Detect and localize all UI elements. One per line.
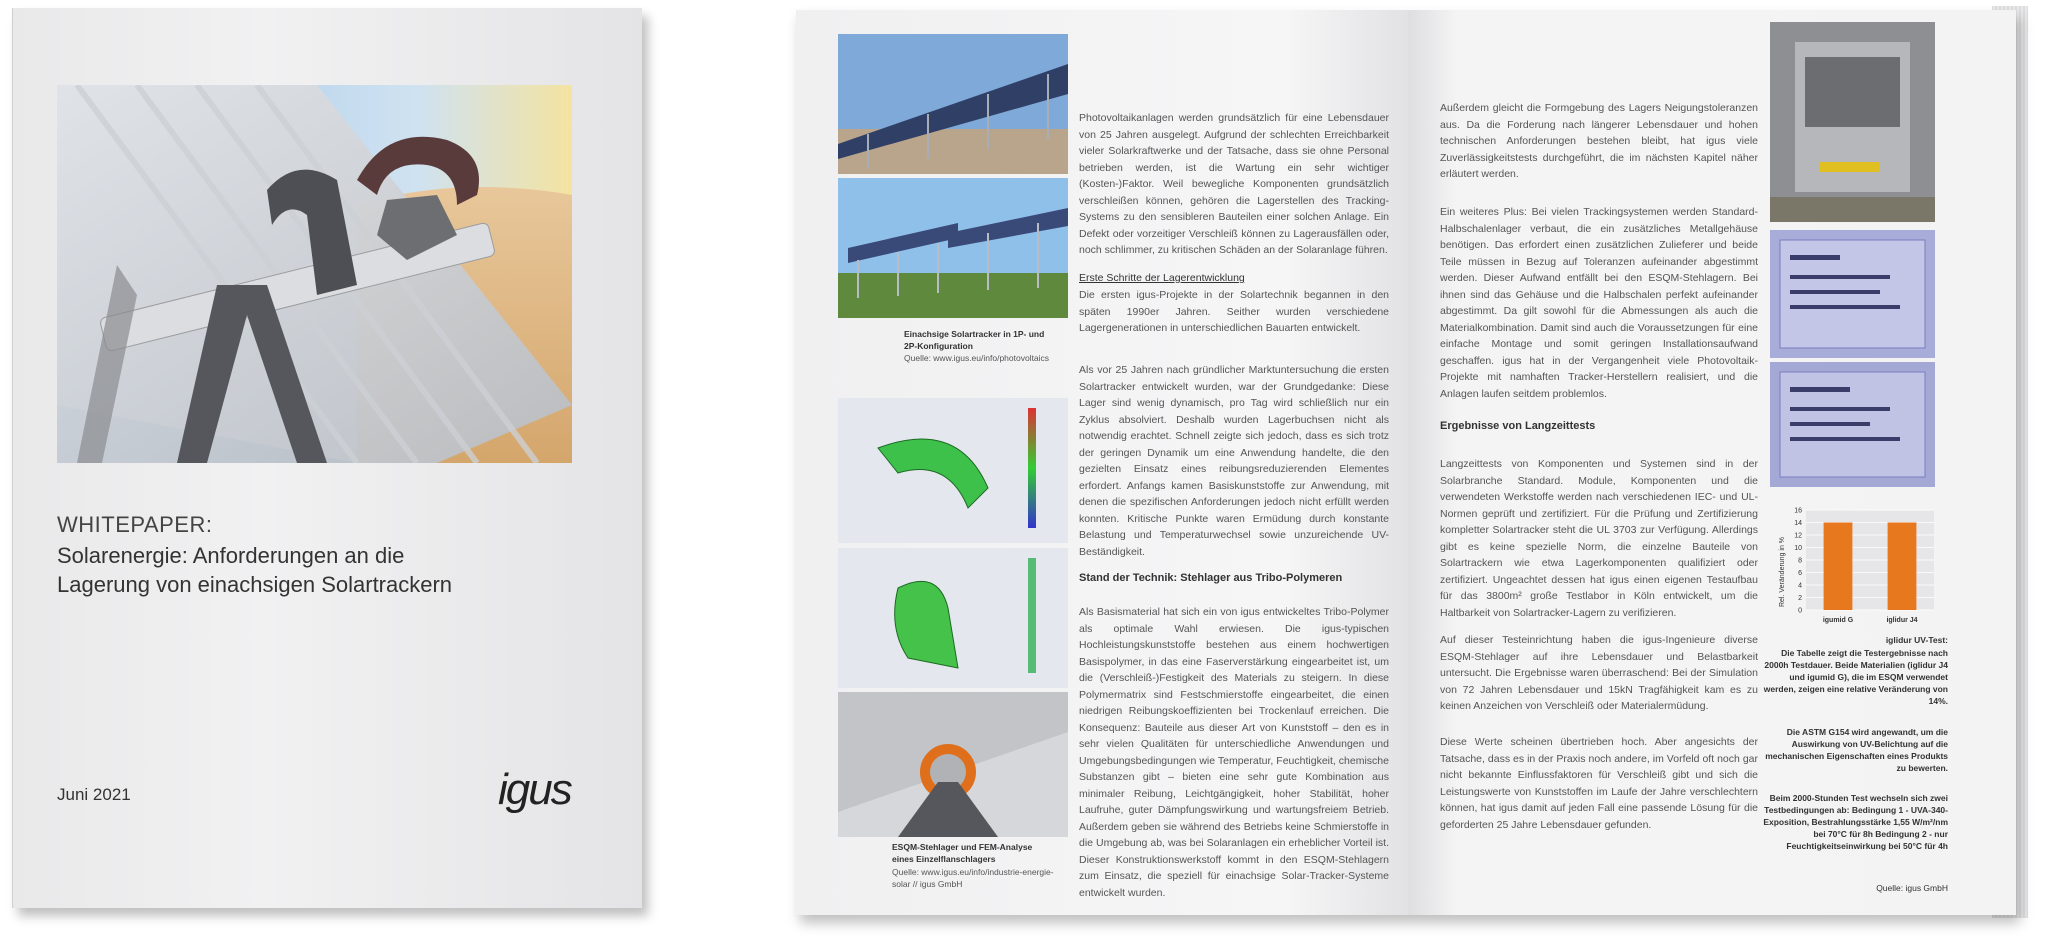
chart-x-labels bbox=[1823, 617, 1918, 624]
uv-test-chart bbox=[1776, 502, 1941, 642]
chart-y-axis-label: Rel. Veränderung in % bbox=[1779, 536, 1786, 608]
fem-analysis-image-1 bbox=[838, 398, 1068, 543]
caption-trackers-line1: Einachsige Solartracker in 1P- und bbox=[904, 329, 1045, 339]
open-brochure-spread bbox=[796, 10, 2016, 915]
chart-x-label: igumid G bbox=[1822, 617, 1854, 624]
chart-y-tick-label: 6 bbox=[1798, 570, 1802, 577]
photo-solar-tracker-1p bbox=[838, 34, 1068, 174]
photo-test-machine bbox=[1770, 22, 1935, 222]
cover-date: Juni 2021 bbox=[57, 785, 131, 804]
caption-trackers-line2: 2P-Konfiguration bbox=[904, 341, 973, 351]
chart-y-tick-label: 14 bbox=[1794, 520, 1802, 527]
cover-title bbox=[57, 541, 557, 599]
chart-y-tick-label: 12 bbox=[1794, 532, 1802, 540]
uv-test-text-2: Die ASTM G154 wird angewandt, um die Auswirkung von UV-Belichtung auf die mechanischen Eigenschaften eines Produkts zu bewerten. bbox=[1765, 727, 1948, 773]
photo-esqm-bearing bbox=[838, 692, 1068, 837]
right-heading-1: Ergebnisse von Langzeittests bbox=[1440, 420, 1596, 432]
caption-esqm-source bbox=[892, 866, 1082, 890]
right-page bbox=[1408, 10, 2016, 915]
uv-test-text-1: Die Tabelle zeigt die Testergebnisse nach 2000h Testdauer. Beide Materialien (iglidur J4 und igumid G), die im ESQM verwendet werden, zeigen eine relative Veränderung von 14%. bbox=[1763, 648, 1948, 706]
uv-test-title: iglidur UV-Test: bbox=[1885, 635, 1948, 645]
fem-analysis-image-2 bbox=[838, 548, 1068, 688]
whitepaper-label: WHITEPAPER: bbox=[57, 512, 213, 537]
uv-test-text-3: Beim 2000-Stunden Test wechseln sich zwei Testbedingungen ab: Bedingung 1 - UVA-340-Exposition, Bestrahlungsstärke 1,55 W/m²/nm bei 70°C für 8h Bedingung 2 - nur Feuchtigkeitseinwirkung bei 50°C für 4h bbox=[1763, 793, 1948, 851]
chart-x-label: iglidur J4 bbox=[1886, 617, 1918, 624]
caption-esqm-source1: Quelle: www.igus.eu/info/industrie-energie- bbox=[892, 867, 1054, 877]
chart-bar-1 bbox=[1824, 523, 1853, 611]
left-heading-2: Stand der Technik: Stehlager aus Tribo-Polymeren bbox=[1079, 572, 1343, 584]
right-paragraph-5: Diese Werte scheinen übertrieben hoch. Aber angesichts der Tatsache, dass es in der Praxis noch andere, im Vorfeld oft noch gar nicht bekannte Einflussfaktoren für Verschleiß gibt und sich die Leistungswerte von Kunststoffen im Laufe der Jahre verschlechtern können, hat igus damit auf jeden Fall eine passende Lösung für die geforderten 25 Jahre Lebensdauer gefunden. bbox=[1440, 736, 1758, 831]
photo-display-readout-1 bbox=[1770, 230, 1935, 358]
caption-esqm-line2: eines Einzelflanschlagers bbox=[892, 854, 996, 864]
chart-y-tick-label: 0 bbox=[1798, 607, 1802, 615]
left-paragraph-2: Die ersten igus-Projekte in der Solartechnik begannen in den späten 1990er Jahren. Seither wurden verschiedene Lagergenerationen in unterschiedlichen Bauarten entwickelt. bbox=[1079, 289, 1389, 334]
photo-solar-tracker-2p bbox=[838, 178, 1068, 318]
left-paragraph-4: Als Basismaterial hat sich ein von igus entwickeltes Tribo-Polymer als optimale Wahl erwiesen. Die igus-typischen Hochleistungskunststoffe bestehen aus einem hochwertigen Basispolymer, in das eine Faserverstärkung eingearbeitet ist, um die (Verschleiß-)Festigkeit des Materials zu steigern. In diese Polymermatrix sind Festschmierstoffe eingearbeitet, die einen niedrigen Reibungskoeffizienten bei Trockenlauf erreichen. Die Konsequenz: Bauteile aus dieser Art von Kunststoff – den es in sehr vielen Qualitäten für unterschiedliche Anwendungen und Umgebungsbedingungen wie Temperatur, Feuchtigkeit, chemische Substanzen gibt – bieten eine sehr gute Kombination aus minimaler Reibung, Leichtgängigkeit, hoher Stabilität, hoher Laufruhe, guter Dämpfungswirkung und wartungsfreiem Betrieb. Außerdem geben sie während des Betriebs keine Schmierstoffe in die Umgebung ab, was bei Solaranlagen ein erheblicher Vorteil ist. Dieser Konstruktionswerkstoff kommt in den ESQM-Stehlagern zum Einsatz, die speziell für einachsige Solar-Tracker-Systeme entwickelt wurden. bbox=[1079, 606, 1389, 899]
left-paragraph-3: Als vor 25 Jahren nach gründlicher Marktuntersuchung die ersten Solartracker entwickelt wurden, war der Grundgedanke: Diese Lager sind wenig dynamisch, pro Tag wird schließlich nur ein Zyklus absolviert. Deshalb wurden Lagerbuchsen nicht als notwendig erachtet. Schnell zeigte sich jedoch, dass es sich trotz der geringen Dynamik um eine Anwendung handelte, die den gezielten Einsatz eines reibungsreduzierenden Elementes erfordert. Anfangs kamen Basiskunststoffe zur Anwendung, mit denen die spezifischen Anforderungen jedoch nicht erfüllt werden konnten. Kritische Punkte waren Ermüdung durch konstante Belastung und Temperaturwechsel sowie unzureichende UV-Beständigkeit. bbox=[1079, 364, 1389, 558]
cover-illustration bbox=[57, 85, 572, 463]
chart-y-ticks bbox=[1794, 508, 1802, 615]
cover-title-line2: Lagerung von einachsigen Solartrackern bbox=[57, 572, 453, 597]
left-page bbox=[796, 10, 1408, 915]
chart-bar-2 bbox=[1888, 523, 1917, 611]
left-paragraph-1: Photovoltaikanlagen werden grundsätzlich für eine Lebensdauer von 25 Jahren ausgelegt. Aufgrund der schlechten Erreichbarkeit vieler Solarkraftwerke und der Tatsache, dass sie ohne Personal betrieben werden, ist die Wartung ein sehr wichtiger (Kosten-)Faktor. Weil bewegliche Komponenten grundsätzlich verschleißen können, gehören die Lagerstellen des Tracking-Systems zu den sensibleren Bauteilen einer solchen Anlage. Ein Defekt oder vorzeitiger Verschleiß können zu Lagerausfällen oder, noch schlimmer, zu kritischen Schäden an der Solaranlage führen. bbox=[1079, 112, 1389, 256]
chart-y-tick-label: 2 bbox=[1798, 595, 1802, 602]
right-paragraph-2: Ein weiteres Plus: Bei vielen Trackingsystemen werden Standard-Halbschalenlager verbaut, die ein zusätzliches Metallgehäuse benötigen. Das erfordert einen zusätzlichen Zulieferer und beide Teile müssen in Bezug auf Toleranzen aufeinander abgestimmt werden. Dieser Aufwand entfällt bei den ESQM-Stehlagern. Bei ihnen sind das Gehäuse und die Halbschalen perfekt aufeinander abgestimmt. Da gilt sowohl für die Abmessungen als auch die Materialkombination. Damit sind auch die Voraussetzungen für eine einfache Montage und somit geringen Installationsaufwand geschaffen. igus hat in der Vergangenheit viele Photovoltaik-Projekte mit namhaften Tracker-Herstellern realisiert, und die Anlagen laufen seitdem problemlos. bbox=[1440, 206, 1758, 400]
right-paragraph-1: Außerdem gleicht die Formgebung des Lagers Neigungstoleranzen aus. Da die Forderung nach längerer Lebensdauer und hohen technischen Anforderungen bestehen bleibt, hat igus viele Zuverlässigkeitstests durchgeführt, die im nächsten Kapitel näher erläutert werden. bbox=[1440, 102, 1758, 180]
cover-title-line1: Solarenergie: Anforderungen an die bbox=[57, 543, 405, 568]
caption-esqm-source2: solar // igus GmbH bbox=[892, 879, 963, 889]
photo-display-readout-2 bbox=[1770, 362, 1935, 487]
uv-test-source: Quelle: igus GmbH bbox=[1876, 883, 1948, 893]
caption-esqm bbox=[892, 841, 1072, 865]
caption-esqm-line1: ESQM-Stehlager und FEM-Analyse bbox=[892, 842, 1033, 852]
left-heading-1: Erste Schritte der Lagerentwicklung bbox=[1079, 272, 1245, 284]
igus-logo: igus bbox=[498, 765, 571, 814]
right-paragraph-4: Auf dieser Testeinrichtung haben die igus-Ingenieure diverse ESQM-Stehlager auf ihre Lebensdauer und Belastbarkeit untersucht. Die Ergebnisse waren überraschend: Bei der Simulation von 72 Jahren Lebensdauer und 15kN Tragfähigkeit kam es zu keinen Anzeichen von Verschleiß oder Materialermüdung. bbox=[1440, 634, 1758, 712]
caption-trackers-source: Quelle: www.igus.eu/info/photovoltaics bbox=[904, 353, 1050, 363]
chart-y-tick-label: 16 bbox=[1794, 507, 1802, 515]
chart-y-tick-label: 4 bbox=[1798, 582, 1802, 590]
chart-y-tick-label: 8 bbox=[1798, 557, 1802, 565]
chart-y-tick-label: 10 bbox=[1794, 545, 1802, 552]
caption-trackers bbox=[904, 328, 1074, 352]
right-paragraph-3: Langzeittests von Komponenten und Systemen sind in der Solarbranche Standard. Module, Komponenten und die verwendeten Werkstoffe werden nach verschiedenen IEC- und UL-Normen geprüft und zertifiziert. Für die Prüfung und Zertifizierung kompletter Solartracker steht die UL 3703 zur Verfügung. Allerdings gibt es keine spezielle Norm, die einzelne Bauteile von Solartrackern wie etwa Lagerkomponenten qualifiziert oder zertifiziert. Ungeachtet dessen hat igus einen eigenen Testaufbau für das 3800m² große Testlabor in Köln entwickelt, um die Haltbarkeit von Solartracker-Lagern zu verifizieren. bbox=[1440, 458, 1758, 619]
